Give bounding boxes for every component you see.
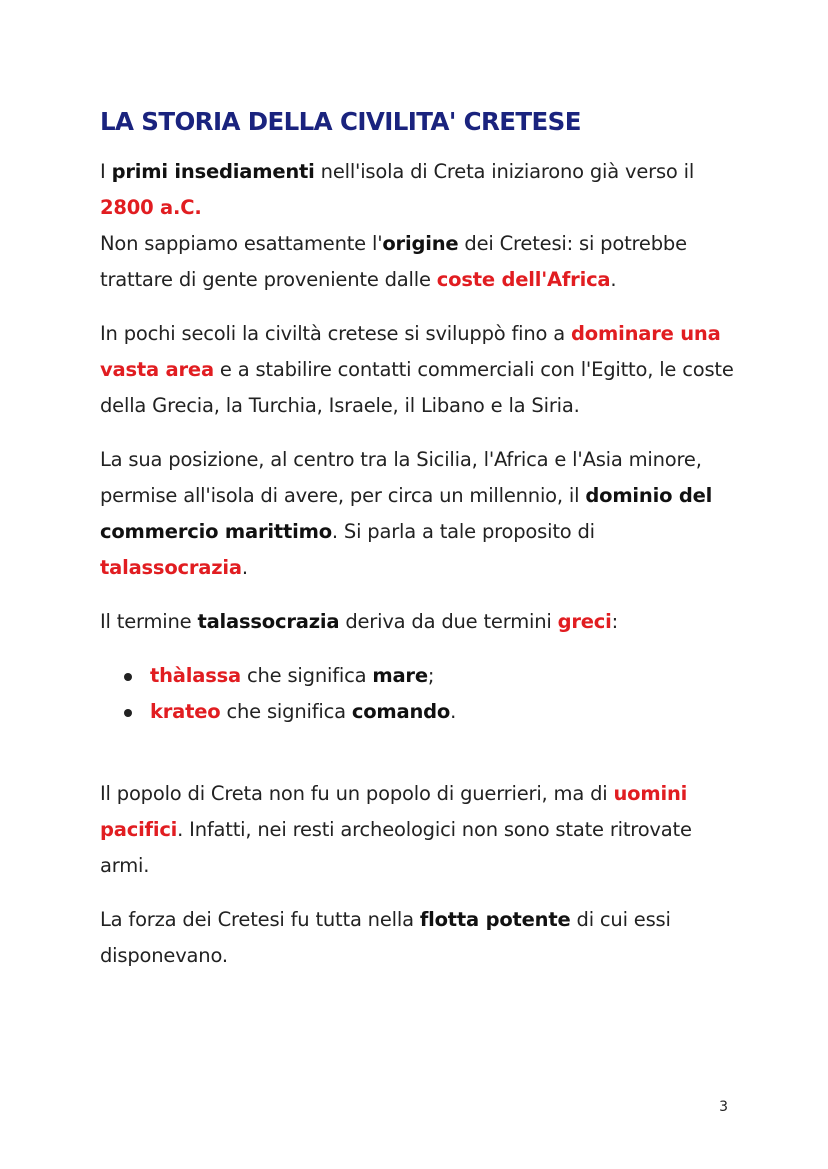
highlight-uomini-pacifici: uomini pacifici xyxy=(100,782,688,841)
page-title: LA STORIA DELLA CIVILITA' CRETESE xyxy=(100,107,581,136)
list-term: krateo xyxy=(150,700,221,723)
paragraph-fleet xyxy=(100,902,740,974)
highlight-dominare-area: dominare una vasta area xyxy=(100,322,721,381)
text-run: Il popolo di Creta non fu un popolo di guerrieri, ma di xyxy=(100,782,614,805)
bullet-icon xyxy=(124,709,132,717)
highlight-coste-africa: coste dell'Africa xyxy=(436,268,611,291)
list-item xyxy=(100,658,740,694)
bold-term-flotta-potente: flotta potente xyxy=(419,908,571,931)
paragraph-term-origin xyxy=(100,604,740,640)
list-item xyxy=(100,694,740,730)
paragraph-expansion xyxy=(100,316,740,424)
text-run: . xyxy=(241,556,248,579)
highlight-talassocrazia: talassocrazia xyxy=(100,556,242,579)
text-run: . Si parla a tale proposito di xyxy=(331,520,595,543)
text-run: Non sappiamo esattamente l' xyxy=(100,232,383,255)
text-run: che significa xyxy=(240,664,373,687)
highlight-date-2800: 2800 a.C. xyxy=(100,196,202,219)
text-run: . xyxy=(610,268,617,291)
bold-term-origine: origine xyxy=(382,232,459,255)
text-run: che significa xyxy=(220,700,352,723)
list-term: thàlassa xyxy=(150,664,241,687)
text-run: di cui essi disponevano. xyxy=(100,908,671,967)
text-run: . Infatti, nei resti archeologici non sono state ritrovate armi. xyxy=(100,818,692,877)
text-run: : xyxy=(611,610,619,633)
paragraph-first-settlements xyxy=(100,154,740,298)
text-run: La sua posizione, al centro tra la Sicilia, l'Africa e l'Asia minore, permise all'isola di avere, per circa un millennio, il xyxy=(100,448,702,507)
text-run: e a stabilire contatti commerciali con l'Egitto, le coste della Grecia, la Turchia, Israele, il Libano e la Siria. xyxy=(100,358,734,417)
text-run: La forza dei Cretesi fu tutta nella xyxy=(100,908,420,931)
text-run: Il termine xyxy=(100,610,198,633)
paragraph-position xyxy=(100,442,740,586)
etymology-list xyxy=(100,658,740,730)
bold-term-primi-insediamenti: primi insediamenti xyxy=(111,160,315,183)
list-meaning: mare xyxy=(372,664,428,687)
page-number: 3 xyxy=(719,1099,728,1115)
text-run: ; xyxy=(427,664,435,687)
bold-term-dominio-commercio: dominio del commercio marittimo xyxy=(100,484,713,543)
text-run: dei Cretesi: si potrebbe trattare di gente proveniente dalle xyxy=(100,232,687,291)
text-run: . xyxy=(450,700,457,723)
text-run: deriva da due termini xyxy=(339,610,558,633)
document-page xyxy=(100,104,740,992)
text-run: nell'isola di Creta iniziarono già verso il xyxy=(314,160,695,183)
bold-term-talassocrazia: talassocrazia xyxy=(197,610,340,633)
text-run: In pochi secoli la civiltà cretese si sviluppò fino a xyxy=(100,322,572,345)
highlight-greci: greci xyxy=(557,610,612,633)
list-meaning: comando xyxy=(351,700,451,723)
bullet-icon xyxy=(124,673,132,681)
text-run: I xyxy=(100,160,112,183)
paragraph-peaceful-people xyxy=(100,776,740,884)
